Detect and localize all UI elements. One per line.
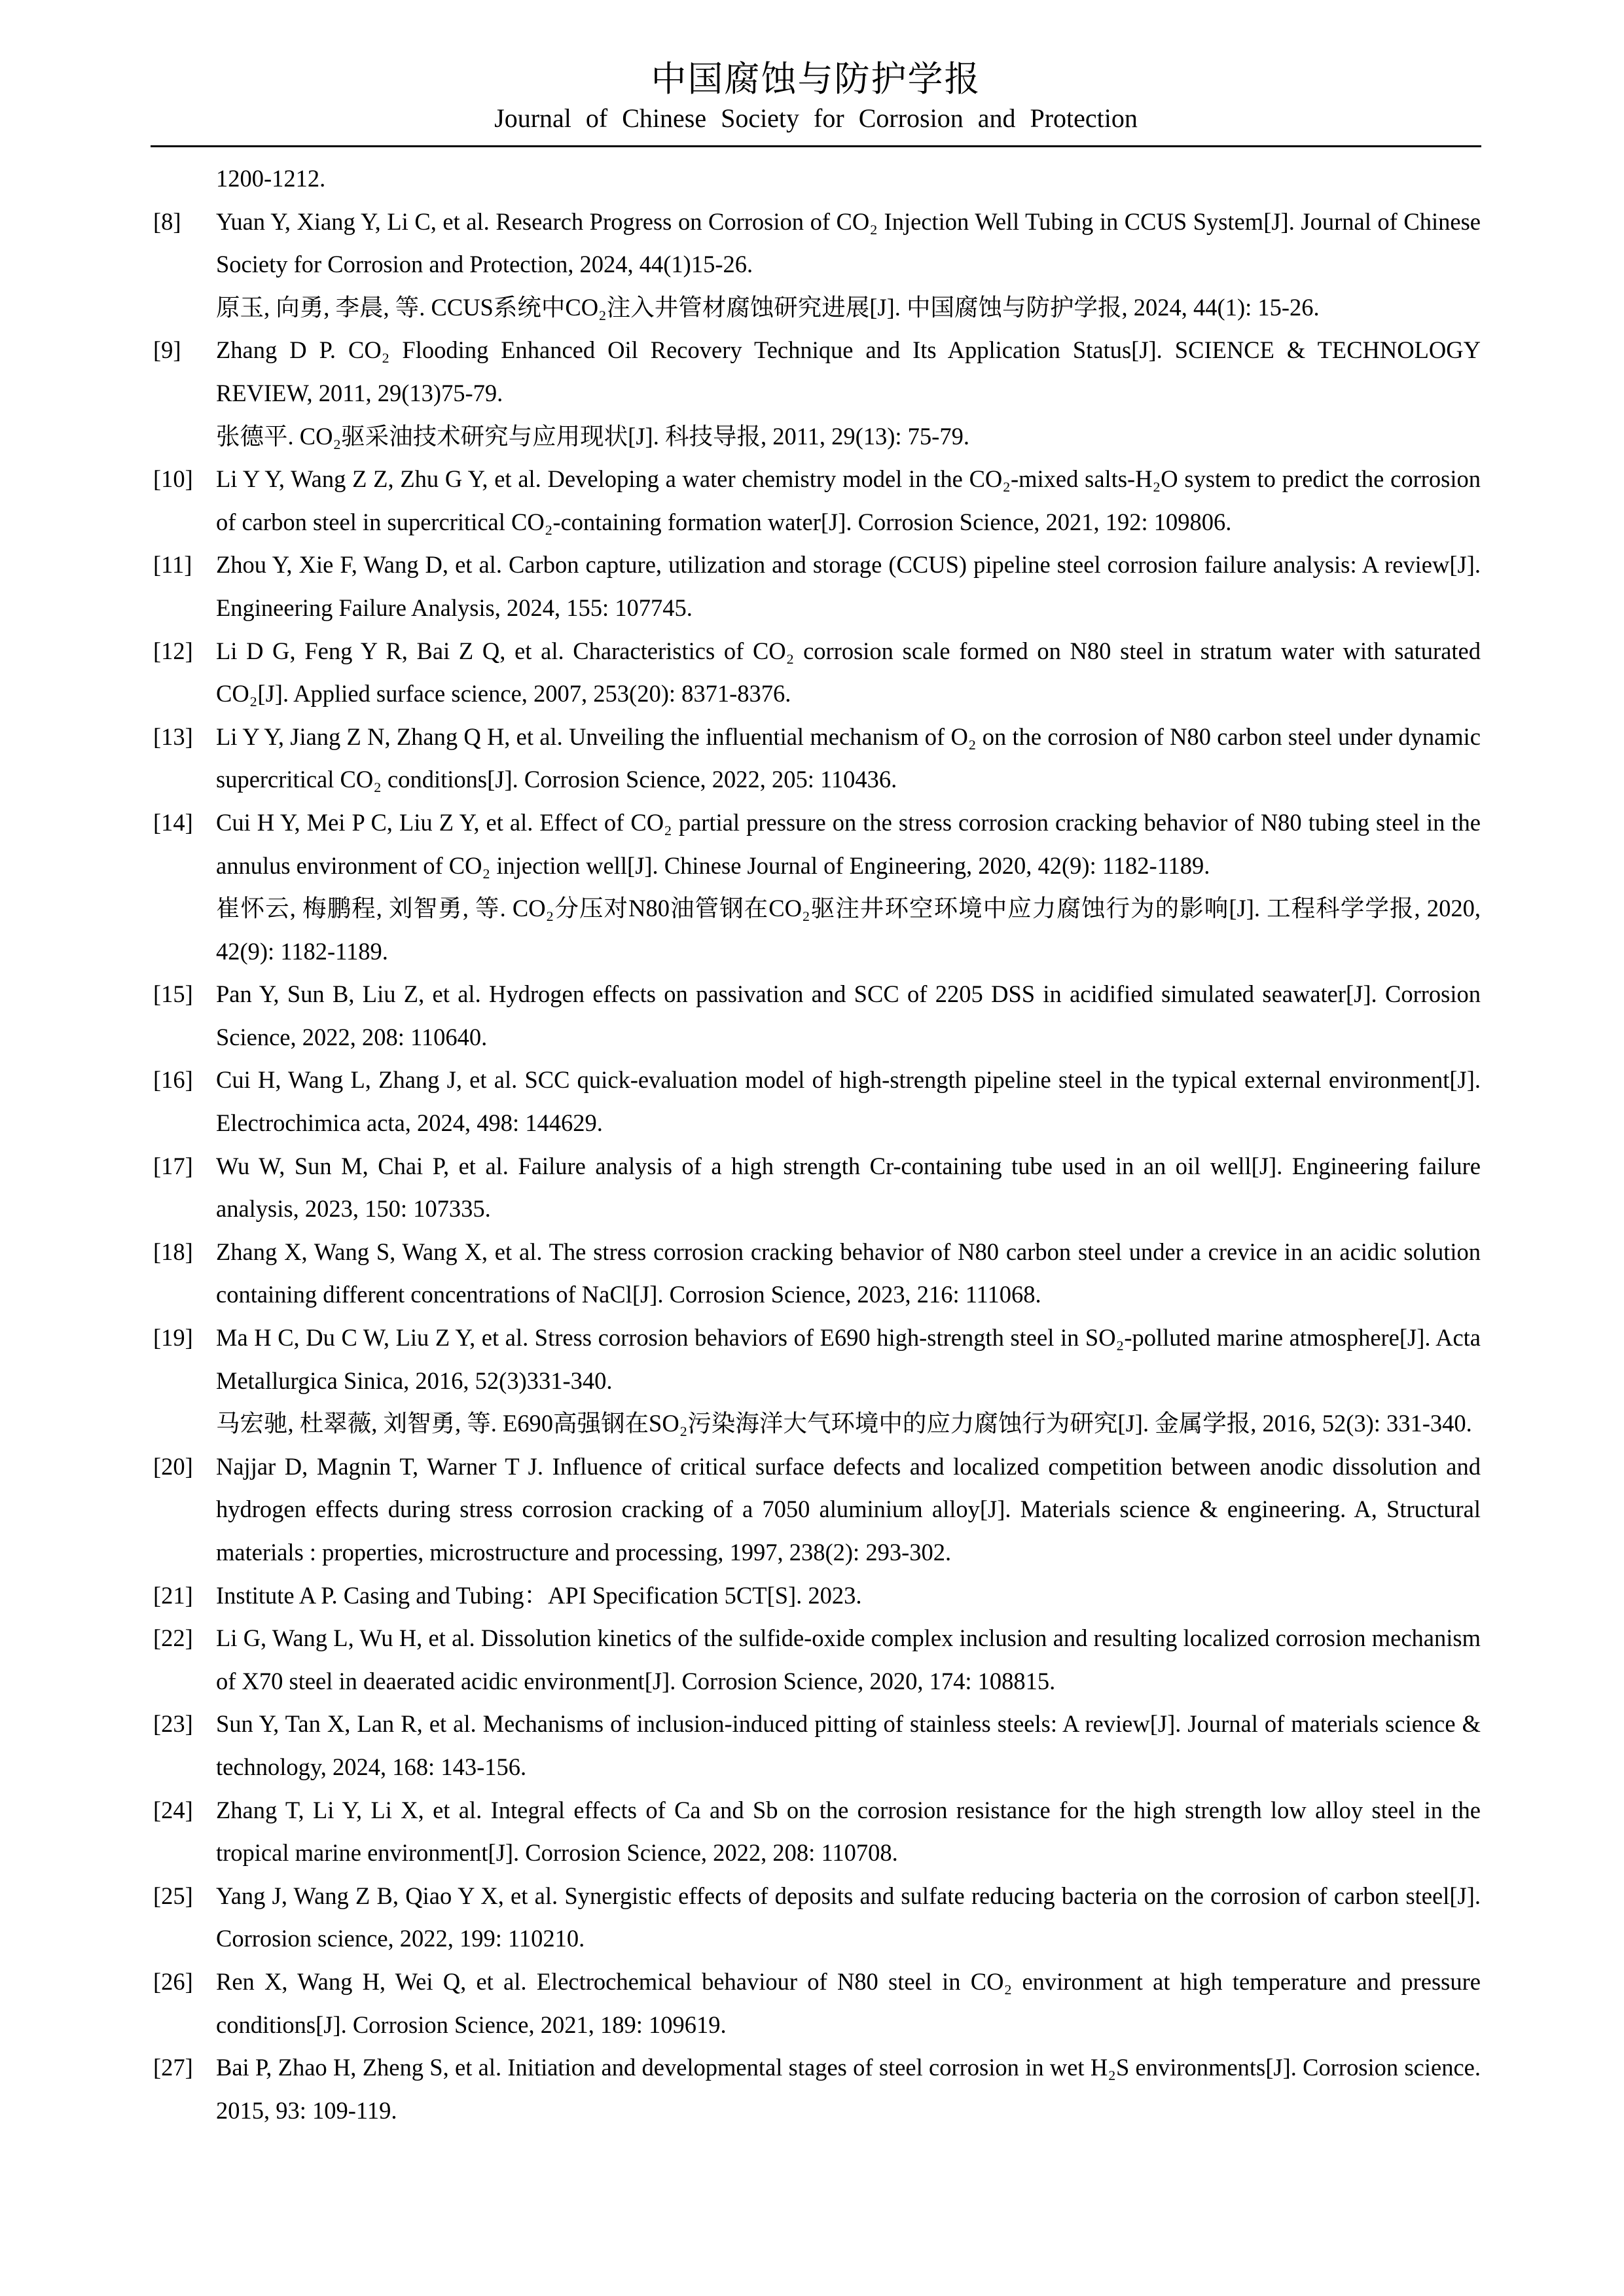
reference-number: [17] <box>153 1152 193 1179</box>
reference-number: [23] <box>153 1710 193 1738</box>
reference-item <box>153 630 1481 715</box>
journal-title-cn: 中国腐蚀与防护学报 <box>651 58 981 99</box>
reference-text: Zhou Y, Xie F, Wang D, et al. Carbon capture, utilization and storage (CCUS) pipeline steel corrosion failure analysis: A review[J]. Engineering Failure Analysis, 2024, 155: 107745. <box>216 551 1481 621</box>
reference-body <box>216 329 1481 457</box>
reference-number: [26] <box>153 1967 193 1995</box>
reference-list <box>153 157 1481 2132</box>
reference-item <box>153 715 1481 801</box>
reference-number: [15] <box>153 980 193 1008</box>
reference-text: Li Y Y, Jiang Z N, Zhang Q H, et al. Unveiling the influential mechanism of O₂ on the corrosion of N80 carbon steel under dynamic supercritical CO₂ conditions[J]. Corrosion Science, 2022, 205: 110436. <box>216 723 1481 793</box>
reference-number: [13] <box>153 723 193 750</box>
reference-item <box>153 457 1481 543</box>
reference-continuation-text: 1200-1212. <box>216 165 326 192</box>
reference-text: Cui H, Wang L, Zhang J, et al. SCC quick-evaluation model of high-strength pipeline steel in the typical external environment[J]. Electrochimica acta, 2024, 498: 144629. <box>216 1066 1481 1137</box>
reference-number: [27] <box>153 2054 193 2081</box>
reference-text: Zhang D P. CO₂ Flooding Enhanced Oil Recovery Technique and Its Application Status[J]. SCIENCE & TECHNOLOGY REVIEW, 2011, 29(13)75-79. <box>216 336 1481 406</box>
reference-body <box>216 1445 1481 1574</box>
reference-text: Yang J, Wang Z B, Qiao Y X, et al. Synergistic effects of deposits and sulfate reducing bacteria on the corrosion of carbon steel[J]. Corrosion science, 2022, 199: 110210. <box>216 1882 1481 1952</box>
header-divider <box>151 145 1481 147</box>
reference-text-cn: 崔怀云, 梅鹏程, 刘智勇, 等. CO₂分压对N80油管钢在CO₂驱注井环空环境中应力腐蚀行为的影响[J]. 工程科学学报, 2020, 42(9): 1182-1189. <box>216 895 1481 965</box>
reference-text: Sun Y, Tan X, Lan R, et al. Mechanisms of inclusion-induced pitting of stainless steels: A review[J]. Journal of materials science & technology, 2024, 168: 143-156. <box>216 1710 1481 1780</box>
reference-item <box>153 801 1481 973</box>
reference-number: [9] <box>153 336 181 364</box>
reference-text: Zhang T, Li Y, Li X, et al. Integral effects of Ca and Sb on the corrosion resistance for the high strength low alloy steel in the tropical marine environment[J]. Corrosion Science, 2022, 208: 110708. <box>216 1796 1481 1867</box>
reference-text: Institute A P. Casing and Tubing：API Specification 5CT[S]. 2023. <box>216 1581 862 1609</box>
reference-number: [12] <box>153 637 193 664</box>
reference-body <box>216 157 1481 200</box>
reference-text: Cui H Y, Mei P C, Liu Z Y, et al. Effect of CO₂ partial pressure on the stress corrosion cracking behavior of N80 tubing steel in the annulus environment of CO₂ injection well[J]. Chinese Journal of Engineering, 2020, 42(9): 1182-1189. <box>216 808 1481 879</box>
reference-body <box>216 715 1481 801</box>
reference-text: Li G, Wang L, Wu H, et al. Dissolution kinetics of the sulfide-oxide complex inclusion and resulting localized corrosion mechanism of X70 steel in deaerated acidic environment[J]. Corrosion Science, 2020, 174: 108815. <box>216 1624 1481 1695</box>
reference-body <box>216 1316 1481 1445</box>
reference-number: [16] <box>153 1066 193 1094</box>
reference-text: Li Y Y, Wang Z Z, Zhu G Y, et al. Developing a water chemistry model in the CO₂-mixed salts-H₂O system to predict the corrosion of carbon steel in supercritical CO₂-containing formation water[J]. Corrosion Science, 2021, 192: 109806. <box>216 465 1481 535</box>
reference-text-cn: 张德平. CO₂驱采油技术研究与应用现状[J]. 科技导报, 2011, 29(13): 75-79. <box>216 422 969 450</box>
reference-text-cn: 原玉, 向勇, 李晨, 等. CCUS系统中CO₂注入井管材腐蚀研究进展[J]. 中国腐蚀与防护学报, 2024, 44(1): 15-26. <box>216 293 1320 321</box>
reference-text: Pan Y, Sun B, Liu Z, et al. Hydrogen effects on passivation and SCC of 2205 DSS in acidified simulated seawater[J]. Corrosion Science, 2022, 208: 110640. <box>216 980 1481 1050</box>
reference-body <box>216 1617 1481 1702</box>
reference-item <box>153 1230 1481 1316</box>
reference-body <box>216 1702 1481 1788</box>
reference-body <box>216 1230 1481 1316</box>
page-header <box>151 58 1481 135</box>
reference-text: Ren X, Wang H, Wei Q, et al. Electrochemical behaviour of N80 steel in CO₂ environment at high temperature and pressure conditions[J]. Corrosion Science, 2021, 189: 109619. <box>216 1967 1481 2038</box>
reference-item <box>153 1874 1481 1960</box>
reference-item <box>153 1145 1481 1230</box>
reference-item <box>153 1789 1481 1874</box>
reference-number: [22] <box>153 1624 193 1652</box>
reference-body <box>216 630 1481 715</box>
journal-title-en: Journal of Chinese Society for Corrosion and Protection <box>494 103 1138 133</box>
reference-item <box>153 1058 1481 1144</box>
reference-item <box>153 1445 1481 1574</box>
reference-number: [14] <box>153 808 193 836</box>
reference-item <box>153 1316 1481 1445</box>
reference-number: [11] <box>153 551 192 579</box>
reference-body <box>216 1145 1481 1230</box>
reference-text: Li D G, Feng Y R, Bai Z Q, et al. Characteristics of CO₂ corrosion scale formed on N80 steel in stratum water with saturated CO₂[J]. Applied surface science, 2007, 253(20): 8371-8376. <box>216 637 1481 708</box>
reference-text: Ma H C, Du C W, Liu Z Y, et al. Stress corrosion behaviors of E690 high-strength steel in SO₂-polluted marine atmosphere[J]. Acta Metallurgica Sinica, 2016, 52(3)331-340. <box>216 1324 1481 1394</box>
reference-item <box>153 1960 1481 2046</box>
reference-text: Najjar D, Magnin T, Warner T J. Influence of critical surface defects and localized competition between anodic dissolution and hydrogen effects during stress corrosion cracking of a 7050 aluminium alloy[J]. Materials science & engineering. A, Structural materials : properties, microstructure and processing, 1997, 238(2): 293-302. <box>216 1452 1481 1566</box>
reference-body <box>216 1789 1481 1874</box>
reference-body <box>216 1874 1481 1960</box>
reference-item <box>153 329 1481 457</box>
reference-number: [24] <box>153 1796 193 1823</box>
reference-text: Bai P, Zhao H, Zheng S, et al. Initiation and developmental stages of steel corrosion in wet H₂S environments[J]. Corrosion science. 2015, 93: 109-119. <box>216 2054 1481 2124</box>
reference-item <box>153 1574 1481 1617</box>
reference-text: Yuan Y, Xiang Y, Li C, et al. Research Progress on Corrosion of CO₂ Injection Well Tubing in CCUS System[J]. Journal of Chinese Society for Corrosion and Protection, 2024, 44(1)15-26. <box>216 207 1481 278</box>
reference-body <box>216 973 1481 1058</box>
reference-text: Zhang X, Wang S, Wang X, et al. The stress corrosion cracking behavior of N80 carbon steel under a crevice in an acidic solution containing different concentrations of NaCl[J]. Corrosion Science, 2023, 216: 111068. <box>216 1238 1481 1308</box>
reference-text: Wu W, Sun M, Chai P, et al. Failure analysis of a high strength Cr-containing tube used in an oil well[J]. Engineering failure analysis, 2023, 150: 107335. <box>216 1152 1481 1223</box>
reference-item <box>153 973 1481 1058</box>
reference-body <box>216 2046 1481 2132</box>
reference-number: [8] <box>153 207 181 235</box>
reference-text-cn: 马宏驰, 杜翠薇, 刘智勇, 等. E690高强钢在SO₂污染海洋大气环境中的应力腐蚀行为研究[J]. 金属学报, 2016, 52(3): 331-340. <box>216 1410 1472 1437</box>
reference-item <box>153 543 1481 629</box>
reference-number: [19] <box>153 1324 193 1352</box>
reference-body <box>216 543 1481 629</box>
reference-number: [25] <box>153 1882 193 1909</box>
reference-item <box>153 1702 1481 1788</box>
reference-body <box>216 200 1481 329</box>
reference-number: [21] <box>153 1581 193 1609</box>
reference-number: [20] <box>153 1452 193 1480</box>
reference-number: [10] <box>153 465 193 493</box>
reference-body <box>216 1960 1481 2046</box>
reference-item <box>153 200 1481 329</box>
reference-number: [18] <box>153 1238 193 1265</box>
reference-item <box>153 1617 1481 1702</box>
reference-continuation <box>153 157 1481 200</box>
reference-body <box>216 1058 1481 1144</box>
reference-body <box>216 801 1481 973</box>
reference-item <box>153 2046 1481 2132</box>
reference-body <box>216 457 1481 543</box>
reference-body <box>216 1574 1481 1617</box>
